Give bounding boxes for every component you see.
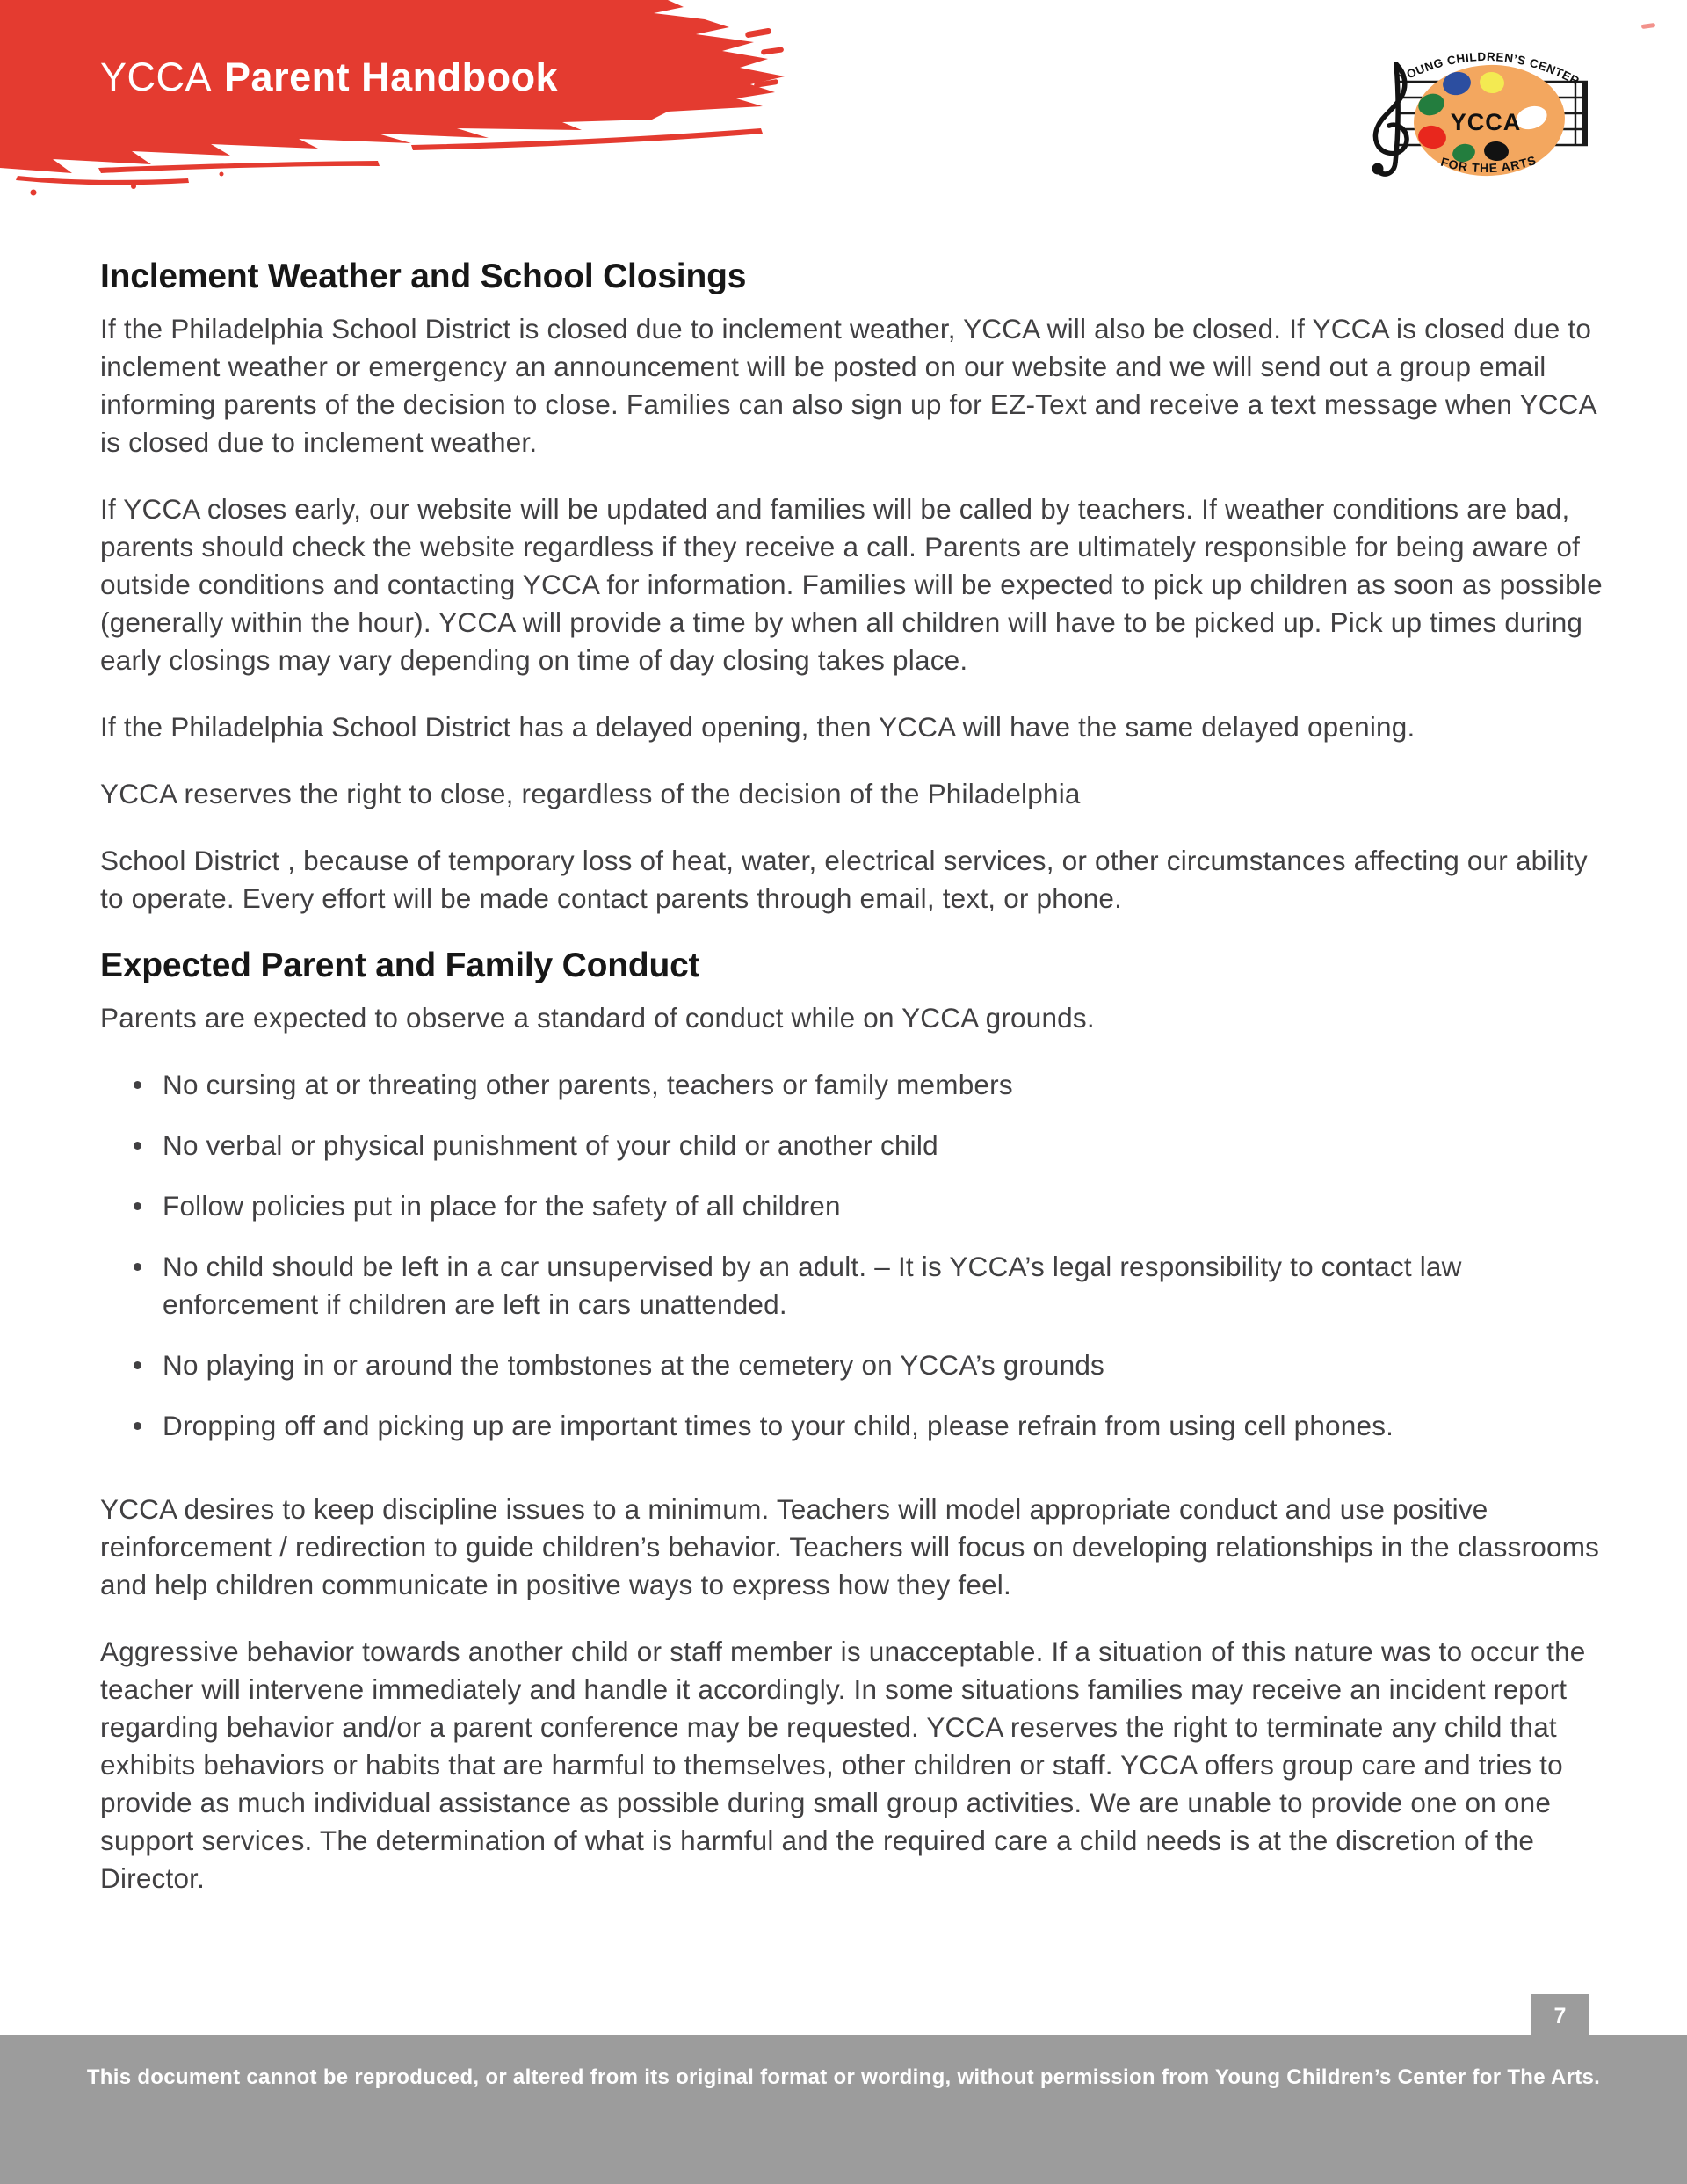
document-body (100, 258, 1617, 1926)
paint-speck (1641, 23, 1656, 29)
list-item: No child should be left in a car unsupervised by an adult. – It is YCCA’s legal responsibility to contact law enforcement if children are left in cars unattended. (100, 1248, 1617, 1324)
paragraph: Parents are expected to observe a standard of conduct while on YCCA grounds. (100, 1002, 1095, 1034)
paragraph: If the Philadelphia School District is closed due to inclement weather, YCCA will also be closed. If YCCA is closed due to inclement weather or emergency an announcement will be posted on our website and we will send out a group email informing parents of the decision to close. Families can also sign up for EZ-Text and receive a text message when YCCA is closed due to inclement weather. (100, 313, 1596, 458)
footer-bar (0, 2035, 1687, 2184)
palette-label: YCCA (1450, 109, 1522, 135)
paragraph: YCCA reserves the right to close, regardless of the decision of the Philadelphia (100, 778, 1081, 809)
logo-arc-top-text: YOUNG CHILDREN’S CENTER (1396, 49, 1582, 89)
list-item: Follow policies put in place for the safety of all children (100, 1187, 1617, 1225)
paragraph: If the Philadelphia School District has a delayed opening, then YCCA will have the same delayed opening. (100, 711, 1415, 743)
list-item: No verbal or physical punishment of your child or another child (100, 1127, 1617, 1165)
title-bold: Parent Handbook (224, 54, 559, 99)
conduct-rules-list (100, 1066, 1617, 1445)
paragraph: YCCA desires to keep discipline issues to a minimum. Teachers will model appropriate conduct and use positive reinforcement / redirection to guide children’s behavior. Teachers will focus on developing relationships in the classrooms and help children communicate in positive ways to express how they feel. (100, 1493, 1600, 1600)
section-heading-inclement-weather: Inclement Weather and School Closings (100, 258, 747, 295)
page-title (100, 54, 558, 100)
paragraph: If YCCA closes early, our website will be updated and families will be called by teachers. If weather conditions are bad, parents should check the website regardless if they receive a call. Parents are ultimately responsible for being aware of outside conditions and contacting YCCA for information. Families will be expected to pick up children as soon as possible (generally within the hour). YCCA will provide a time by when all children will have to be picked up. Pick up times during early closings may vary depending on time of day closing takes place. (100, 493, 1603, 676)
logo-arc-bottom-text: FOR THE ARTS (1439, 152, 1539, 176)
list-item: No playing in or around the tombstones at the cemetery on YCCA’s grounds (100, 1346, 1617, 1384)
paragraph: School District , because of temporary loss of heat, water, electrical services, or other circumstances affecting our ability to operate. Every effort will be made contact parents through email, text, or phone. (100, 845, 1588, 914)
copyright-notice: This document cannot be reproduced, or altered from its original format or wording, without permission from Young Children’s Center for The Arts. (86, 2065, 1601, 2089)
title-regular: YCCA (100, 54, 213, 99)
paragraph: Aggressive behavior towards another child or staff member is unacceptable. If a situation of this nature was to occur the teacher will intervene immediately and handle it accordingly. In some situations families may receive an incident report regarding behavior and/or a parent conference may be requested. YCCA reserves the right to terminate any child that exhibits behaviors or habits that are harmful to themselves, other children or staff. YCCA offers group care and tries to provide as much individual assistance as possible during small group activities. We are unable to provide one on one support services. The determination of what is harmful and the required care a child needs is at the discretion of the Director. (100, 1636, 1586, 1894)
page-number-tab: 7 (1531, 1994, 1589, 2047)
section-heading-parent-conduct: Expected Parent and Family Conduct (100, 947, 700, 984)
ycca-logo (1358, 13, 1612, 189)
list-item: No cursing at or threating other parents, teachers or family members (100, 1066, 1617, 1104)
brush-streak (16, 176, 189, 185)
list-item: Dropping off and picking up are important times to your child, please refrain from using cell phones. (100, 1407, 1617, 1445)
